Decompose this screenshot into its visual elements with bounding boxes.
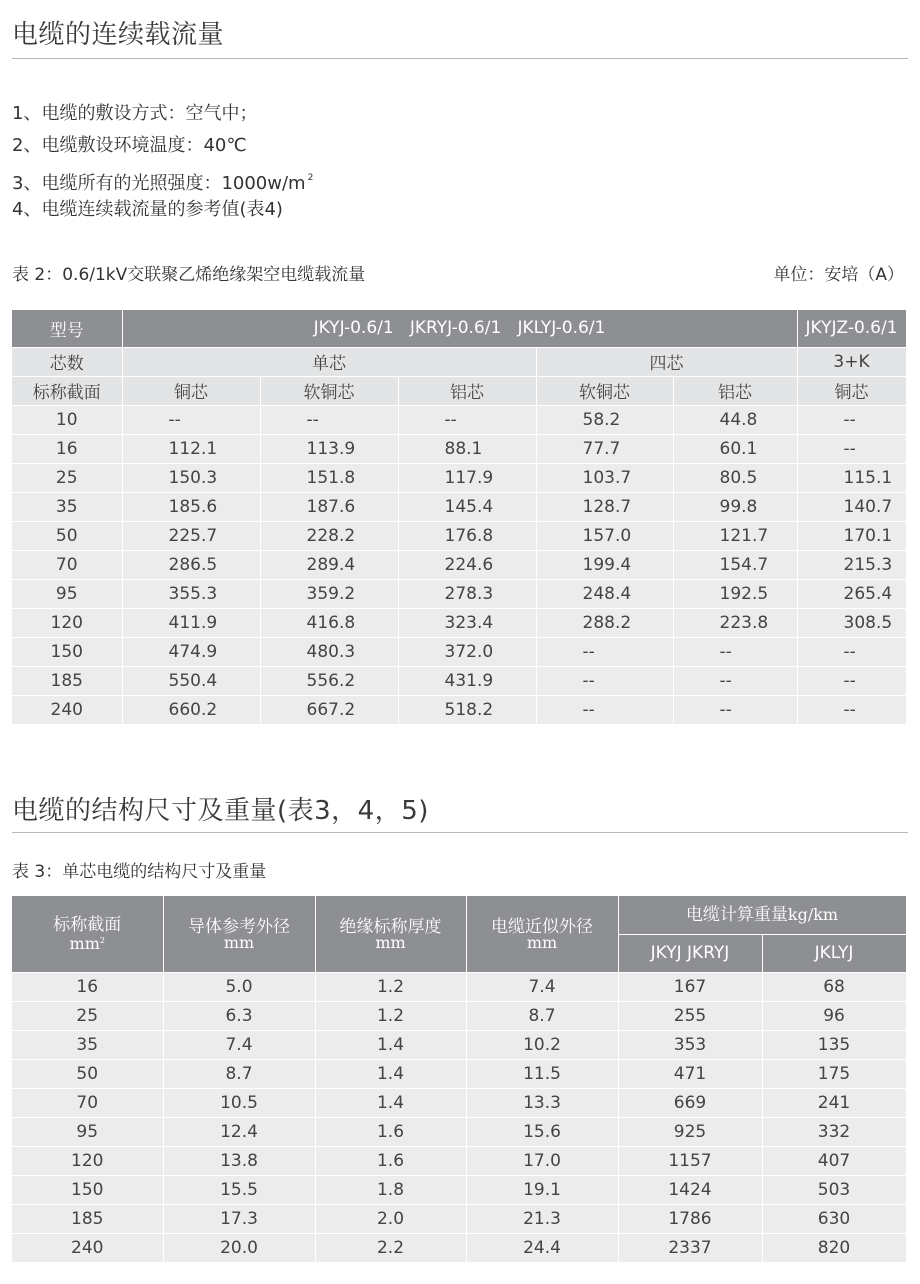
row-section-cell: 185 [12, 1204, 163, 1233]
table-cell: 2.0 [315, 1204, 466, 1233]
table-cell: 68 [762, 972, 906, 1001]
table-subheader-row [12, 347, 906, 376]
table-row [12, 608, 906, 637]
table-cell: -- [797, 695, 906, 724]
table-cell: 471 [618, 1059, 762, 1088]
table-cell: 15.6 [466, 1117, 618, 1146]
table-cell: 175 [762, 1059, 906, 1088]
table-row [12, 1146, 906, 1175]
table-cell: 1.8 [315, 1175, 466, 1204]
table-cell: 135 [762, 1030, 906, 1059]
table-cell: 157.0 [536, 521, 673, 550]
table-cell: 660.2 [122, 695, 260, 724]
header-four-core: 四芯 [536, 347, 797, 376]
row-section-cell: 185 [12, 666, 122, 695]
table-row [12, 1059, 906, 1088]
condition-item [12, 162, 313, 194]
table-row [12, 463, 906, 492]
table-row [12, 1088, 906, 1117]
row-section-cell: 150 [12, 637, 122, 666]
header-label: 电缆计算重量 [685, 904, 788, 925]
table-cell: 669 [618, 1088, 762, 1117]
table-cell: 431.9 [398, 666, 536, 695]
header-label: 电缆近似外径 [491, 916, 593, 937]
table-cell: 187.6 [260, 492, 398, 521]
table-cell: 170.1 [797, 521, 906, 550]
row-section-cell: 16 [12, 972, 163, 1001]
table-cell: 288.2 [536, 608, 673, 637]
row-section-cell: 150 [12, 1175, 163, 1204]
table-cell: 215.3 [797, 550, 906, 579]
table-cell: 289.4 [260, 550, 398, 579]
header-unit: mm [223, 932, 255, 952]
table-cell: 17.3 [163, 1204, 315, 1233]
table-cell: -- [398, 405, 536, 434]
header-three-k: 3+K [797, 347, 906, 376]
table-cell: 19.1 [466, 1175, 618, 1204]
table-cell: -- [797, 666, 906, 695]
table-cell: 820 [762, 1233, 906, 1262]
header-weight-col: JKYJ JKRYJ [618, 934, 762, 972]
table-cell: 1.2 [315, 972, 466, 1001]
table-cell: 225.7 [122, 521, 260, 550]
table-cell: 1.6 [315, 1146, 466, 1175]
section-title-structure: 电缆的结构尺寸及重量(表3，4，5) [12, 796, 429, 826]
table-cell: 113.9 [260, 434, 398, 463]
table-header-row [12, 896, 906, 934]
table-cell: 140.7 [797, 492, 906, 521]
table-cell: -- [122, 405, 260, 434]
table-cell: 286.5 [122, 550, 260, 579]
section-divider [12, 832, 908, 833]
header-single-core: 单芯 [122, 347, 536, 376]
table-row [12, 1204, 906, 1233]
table-cell: 228.2 [260, 521, 398, 550]
header-weight-group [618, 896, 906, 934]
current-capacity-table [12, 310, 907, 725]
table-cell: 7.4 [466, 972, 618, 1001]
table-row [12, 1030, 906, 1059]
conditions-list [12, 98, 313, 226]
table-cell: 150.3 [122, 463, 260, 492]
table-cell: 121.7 [673, 521, 797, 550]
table3-caption: 表 3：单芯电缆的结构尺寸及重量 [12, 862, 267, 882]
table-cell: 185.6 [122, 492, 260, 521]
table-cell: 1786 [618, 1204, 762, 1233]
table-cell: 1.4 [315, 1059, 466, 1088]
row-section-cell: 35 [12, 1030, 163, 1059]
table-cell: 99.8 [673, 492, 797, 521]
table-cell: 416.8 [260, 608, 398, 637]
table-cell: 265.4 [797, 579, 906, 608]
row-section-cell: 70 [12, 1088, 163, 1117]
table-cell: 103.7 [536, 463, 673, 492]
condition-text: 3、电缆所有的光照强度：1000w/m [12, 173, 306, 194]
table-cell: 241 [762, 1088, 906, 1117]
table-cell: 117.9 [398, 463, 536, 492]
header-conductor-diameter [163, 896, 315, 972]
table-cell: 518.2 [398, 695, 536, 724]
table-cell: 10.2 [466, 1030, 618, 1059]
header-unit: mm [526, 932, 558, 952]
table-cell: -- [797, 637, 906, 666]
header-model-last: JKYJZ-0.6/1 [797, 310, 906, 347]
table-row [12, 521, 906, 550]
condition-item: 2、电缆敷设环境温度：40℃ [12, 135, 247, 156]
row-section-cell: 50 [12, 1059, 163, 1088]
table-cell: -- [797, 434, 906, 463]
row-section-cell: 120 [12, 1146, 163, 1175]
table-cell: 355.3 [122, 579, 260, 608]
table-cell: 44.8 [673, 405, 797, 434]
header-column: 铝芯 [673, 376, 797, 405]
table-cell: 1.4 [315, 1088, 466, 1117]
table-row [12, 579, 906, 608]
header-label: 导体参考外径 [188, 916, 290, 937]
table-cell: 8.7 [466, 1001, 618, 1030]
row-section-cell: 120 [12, 608, 122, 637]
row-section-cell: 95 [12, 1117, 163, 1146]
table-cell: 17.0 [466, 1146, 618, 1175]
row-section-cell: 25 [12, 463, 122, 492]
row-section-cell: 95 [12, 579, 122, 608]
section-title-current-capacity: 电缆的连续载流量 [12, 20, 225, 50]
table-cell: 630 [762, 1204, 906, 1233]
table-cell: 60.1 [673, 434, 797, 463]
table-cell: 224.6 [398, 550, 536, 579]
table-row [12, 1001, 906, 1030]
table-row [12, 637, 906, 666]
table-cell: 925 [618, 1117, 762, 1146]
table-row [12, 550, 906, 579]
table-cell: -- [536, 666, 673, 695]
table-cell: 192.5 [673, 579, 797, 608]
section-divider [12, 58, 908, 59]
table-cell: 223.8 [673, 608, 797, 637]
table-subheader-row [12, 376, 906, 405]
table-cell: 556.2 [260, 666, 398, 695]
table-cell: 128.7 [536, 492, 673, 521]
table-cell: 151.8 [260, 463, 398, 492]
table-cell: 13.8 [163, 1146, 315, 1175]
table-cell: 88.1 [398, 434, 536, 463]
header-nominal-section [12, 896, 163, 972]
header-column: 铜芯 [122, 376, 260, 405]
table-cell: 474.9 [122, 637, 260, 666]
table-cell: 115.1 [797, 463, 906, 492]
header-model-group: JKYJ-0.6/1 JKRYJ-0.6/1 JKLYJ-0.6/1 [122, 310, 797, 347]
table-cell: 112.1 [122, 434, 260, 463]
table-row [12, 434, 906, 463]
table-row [12, 405, 906, 434]
table-cell: 1.2 [315, 1001, 466, 1030]
table-cell: -- [673, 666, 797, 695]
table-cell: 11.5 [466, 1059, 618, 1088]
condition-item: 4、电缆连续载流量的参考值(表4) [12, 199, 283, 220]
table-cell: 167 [618, 972, 762, 1001]
table-cell: 480.3 [260, 637, 398, 666]
table-cell: 359.2 [260, 579, 398, 608]
table-cell: 199.4 [536, 550, 673, 579]
table-cell: 80.5 [673, 463, 797, 492]
table-cell: -- [673, 695, 797, 724]
table-header-row [12, 310, 906, 347]
table-cell: 332 [762, 1117, 906, 1146]
row-section-cell: 50 [12, 521, 122, 550]
table-cell: 411.9 [122, 608, 260, 637]
table-row [12, 1175, 906, 1204]
structure-weight-table [12, 896, 907, 1263]
header-section-label: 标称截面 [12, 376, 122, 405]
condition-item: 1、电缆的敷设方式：空气中； [12, 103, 258, 124]
table-cell: 20.0 [163, 1233, 315, 1262]
row-section-cell: 25 [12, 1001, 163, 1030]
header-cable-diameter [466, 896, 618, 972]
header-unit: mm [375, 932, 406, 952]
table-cell: 503 [762, 1175, 906, 1204]
table-cell: 1.6 [315, 1117, 466, 1146]
table-cell: 13.3 [466, 1088, 618, 1117]
header-unit: $mm^2$ [69, 934, 105, 954]
table-row [12, 695, 906, 724]
header-insulation-thickness [315, 896, 466, 972]
table-cell: 77.7 [536, 434, 673, 463]
superscript: 2 [307, 173, 314, 183]
table-cell: 308.5 [797, 608, 906, 637]
table-cell: 8.7 [163, 1059, 315, 1088]
header-core-label: 芯数 [12, 347, 122, 376]
table-cell: 58.2 [536, 405, 673, 434]
header-column: 软铜芯 [536, 376, 673, 405]
table-cell: -- [797, 405, 906, 434]
table-cell: 24.4 [466, 1233, 618, 1262]
header-weight-col: JKLYJ [762, 934, 906, 972]
header-column: 铝芯 [398, 376, 536, 405]
header-label: 绝缘标称厚度 [339, 916, 442, 937]
table-cell: 2.2 [315, 1233, 466, 1262]
table-cell: 550.4 [122, 666, 260, 695]
table-cell: -- [536, 695, 673, 724]
table-cell: 353 [618, 1030, 762, 1059]
table2-caption: 表 2：0.6/1kV交联聚乙烯绝缘架空电缆载流量 [12, 265, 366, 285]
row-section-cell: 16 [12, 434, 122, 463]
table-cell: 1.4 [315, 1030, 466, 1059]
table-cell: 5.0 [163, 972, 315, 1001]
table-cell: 145.4 [398, 492, 536, 521]
row-section-cell: 240 [12, 1233, 163, 1262]
table-cell: 154.7 [673, 550, 797, 579]
table-cell: 407 [762, 1146, 906, 1175]
table-cell: -- [536, 637, 673, 666]
header-label: 标称截面 [53, 915, 122, 936]
table-cell: 2337 [618, 1233, 762, 1262]
table-cell: 278.3 [398, 579, 536, 608]
table-cell: 323.4 [398, 608, 536, 637]
table-cell: 15.5 [163, 1175, 315, 1204]
table-cell: -- [673, 637, 797, 666]
header-model-label: 型号 [12, 310, 122, 347]
header-column: 铜芯 [797, 376, 906, 405]
row-section-cell: 240 [12, 695, 122, 724]
table-cell: 248.4 [536, 579, 673, 608]
table-cell: 176.8 [398, 521, 536, 550]
table-row [12, 972, 906, 1001]
row-section-cell: 10 [12, 405, 122, 434]
table-row [12, 1233, 906, 1262]
table-cell: 1424 [618, 1175, 762, 1204]
table-row [12, 492, 906, 521]
table-cell: 21.3 [466, 1204, 618, 1233]
table-cell: 667.2 [260, 695, 398, 724]
table-row [12, 1117, 906, 1146]
table-cell: 6.3 [163, 1001, 315, 1030]
header-column: 软铜芯 [260, 376, 398, 405]
table-cell: 7.4 [163, 1030, 315, 1059]
header-unit: kg/km [787, 904, 839, 924]
table-row [12, 666, 906, 695]
table-cell: 12.4 [163, 1117, 315, 1146]
table-cell: 1157 [618, 1146, 762, 1175]
table-cell: 255 [618, 1001, 762, 1030]
row-section-cell: 70 [12, 550, 122, 579]
table-cell: 372.0 [398, 637, 536, 666]
table-cell: 10.5 [163, 1088, 315, 1117]
table2-unit: 单位：安培（A） [773, 265, 904, 285]
table-cell: 96 [762, 1001, 906, 1030]
row-section-cell: 35 [12, 492, 122, 521]
table-cell: -- [260, 405, 398, 434]
